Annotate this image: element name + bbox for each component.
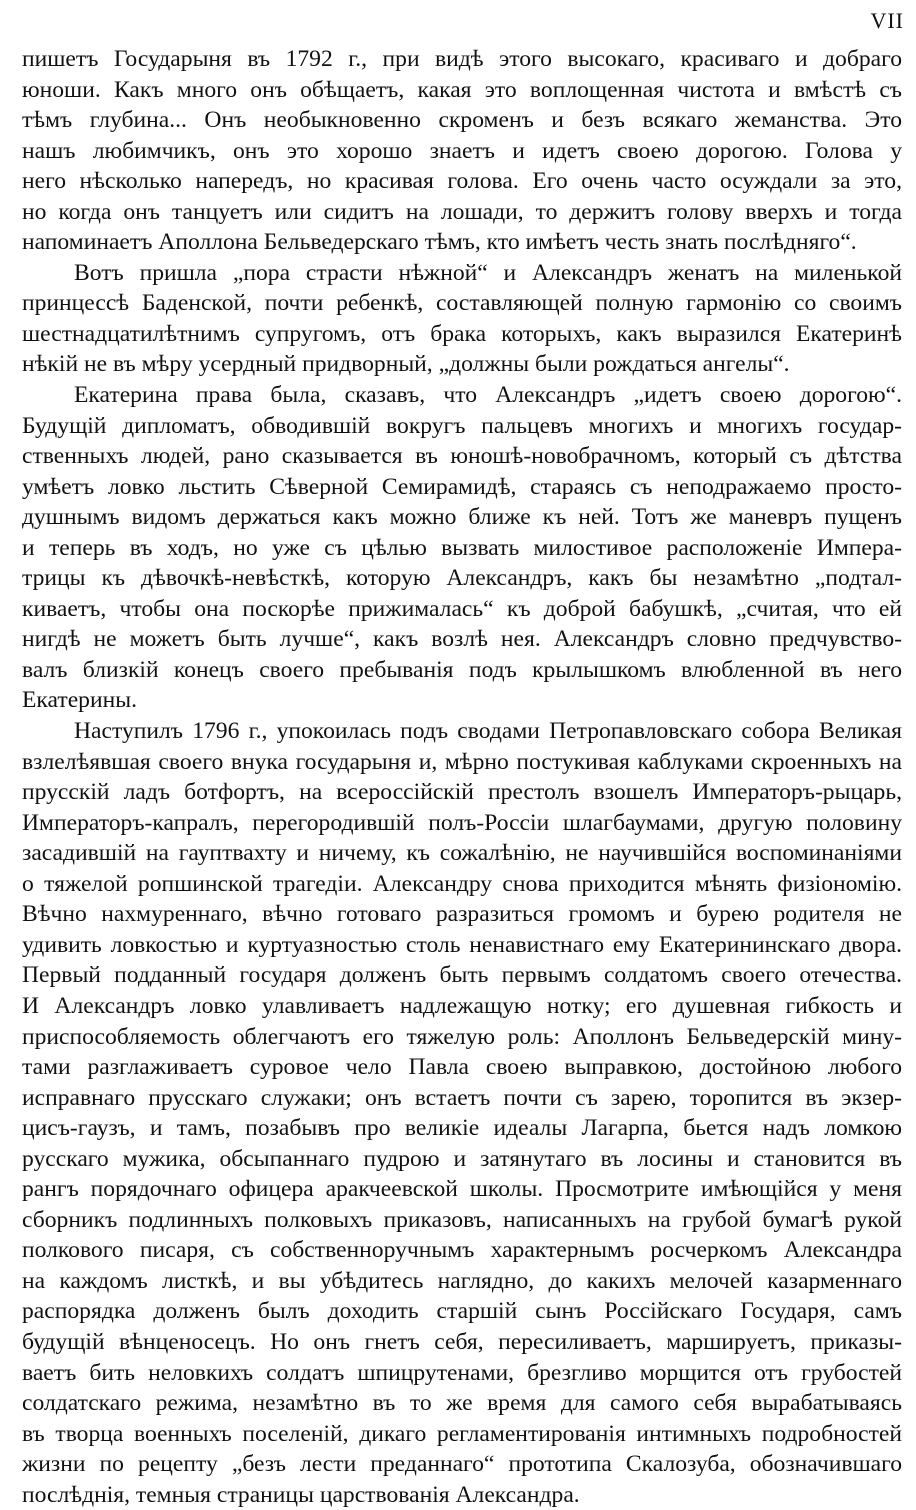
text-line: шестнадцатилѣтнимъ супругомъ, отъ брака которыхъ, какъ выразился Екатеринѣ <box>22 320 902 347</box>
text-line: но когда онъ танцуетъ или сидитъ на лошади, то держитъ голову вверхъ и тогда <box>22 198 902 225</box>
text-line: валъ близкій конецъ своего пребыванія подъ крылышкомъ влюбленной въ него <box>22 656 902 683</box>
text-line: Наступилъ 1796 г., упокоилась подъ сводами Петропавловскаго собора Великая <box>74 718 902 745</box>
text-line: Вотъ пришла „пора страсти нѣжной“ и Александръ женатъ на миленькой <box>74 259 902 286</box>
text-line: принцессѣ Баденской, почти ребенкѣ, составляющей полную гармонію со своимъ <box>22 290 902 317</box>
text-line: душнымъ видомъ держаться какъ можно ближе къ ней. Тотъ же маневръ пущенъ <box>22 504 902 531</box>
text-line: засадившій на гауптвахту и ничему, къ сожалѣнію, не научившійся воспоминаніями <box>22 840 902 867</box>
text-line: Первый подданный государя долженъ быть первымъ солдатомъ своего отечества. <box>22 962 902 989</box>
text-line: о тяжелой ропшинской трагедіи. Александру снова приходится мѣнять физіономію. <box>22 870 902 897</box>
text-line: юноши. Какъ много онъ обѣщаетъ, какая это воплощенная чистота и вмѣстѣ съ <box>22 76 902 103</box>
text-line: удивить ловкостью и куртуазностью столь ненавистнаго ему Екатерининскаго двора. <box>22 931 902 958</box>
text-body <box>22 44 902 1510</box>
text-line: нигдѣ не можетъ быть лучше“, какъ возлѣ нея. Александръ словно предчувство- <box>22 626 902 653</box>
text-line: нашъ любимчикъ, онъ это хорошо знаетъ и идетъ своею дорогою. Голова у <box>22 137 902 164</box>
text-line: Будущій дипломатъ, обводившій вокругъ пальцевъ многихъ и многихъ государ- <box>22 412 902 439</box>
text-line: послѣднія, темныя страницы царствованія Александра. <box>22 1481 580 1508</box>
text-line: взлелѣявшая своего внука государыня и, мѣрно постукивая каблуками скроенныхъ на <box>22 748 902 775</box>
text-line: русскаго мужика, обсыпаннаго пудрою и затянутаго въ лосины и становится въ <box>22 1145 902 1172</box>
text-line: ваетъ бить неловкихъ солдатъ шпицрутенами, брезгливо морщится отъ грубостей <box>22 1359 902 1386</box>
text-line: рангъ порядочнаго офицера аракчеевской школы. Просмотрите имѣющійся у меня <box>22 1176 902 1203</box>
text-line: полкового писаря, съ собственноручнымъ характернымъ росчеркомъ Александра <box>22 1237 902 1264</box>
text-line: напоминаетъ Аполлона Бельведерскаго тѣмъ, кто имѣетъ честь знать послѣдняго“. <box>22 229 857 256</box>
text-line: киваетъ, чтобы она поскорѣе прижималась“ къ доброй бабушкѣ, „считая, что ей <box>22 595 902 622</box>
text-line: Императоръ-капралъ, перегородившій полъ-Россіи шлагбаумами, другую половину <box>22 809 902 836</box>
text-line: умѣетъ ловко льстить Сѣверной Семирамидѣ, стараясь съ неподражаемо просто- <box>22 473 902 500</box>
text-line: и теперь въ ходъ, но уже съ цѣлью вызвать милостивое расположеніе Импера- <box>22 534 902 561</box>
text-line: Вѣчно нахмуреннаго, вѣчно готоваго разразиться громомъ и бурею родителя не <box>22 901 902 928</box>
text-line: прусскій ладъ ботфортъ, на всероссійскій престолъ взошелъ Императоръ-рыцарь, <box>22 779 902 806</box>
text-line: въ творца военныхъ поселеній, дикаго регламентированія интимныхъ подробностей <box>22 1420 902 1447</box>
text-line: трицы къ дѣвочкѣ-невѣсткѣ, которую Александръ, какъ бы незамѣтно „подтал- <box>22 565 902 592</box>
text-line: тами разглаживаетъ суровое чело Павла своею выправкою, достойною любого <box>22 1054 902 1081</box>
text-line: цисъ-гаузъ, и тамъ, позабывъ про великіе идеалы Лагарпа, бьется надъ ломкою <box>22 1115 902 1142</box>
text-line: пишетъ Государыня въ 1792 г., при видѣ этого высокаго, красиваго и добраго <box>22 46 902 72</box>
text-line: нѣкій не въ мѣру усердный придворный, „должны были рождаться ангелы“. <box>22 351 790 378</box>
text-line: сборникъ подлинныхъ полковыхъ приказовъ, написанныхъ на грубой бумагѣ рукой <box>22 1206 902 1233</box>
text-line: распорядка долженъ былъ доходить старшій сынъ Россійскаго Государя, самъ <box>22 1298 902 1325</box>
text-line: жизни по рецепту „безъ лести преданнаго“ прототипа Скалозуба, обозначившаго <box>22 1451 902 1478</box>
text-line: будущій вѣнценосецъ. Но онъ гнетъ себя, пересиливаетъ, маршируетъ, приказы- <box>22 1328 902 1355</box>
text-line: приспособляемость облегчаютъ его тяжелую роль: Аполлонъ Бельведерскій мину- <box>22 1023 902 1050</box>
text-line: ственныхъ людей, рано сказывается въ юношѣ-новобрачномъ, который съ дѣтства <box>22 443 902 470</box>
text-line: тѣмъ глубина... Онъ необыкновенно скроменъ и безъ всякаго жеманства. Это <box>22 107 902 134</box>
text-line: солдатскаго режима, незамѣтно въ то же время для самого себя вырабатываясь <box>22 1390 902 1417</box>
text-line: Екатерина права была, сказавъ, что Александръ „идетъ своею дорогою“. <box>74 382 902 409</box>
text-line: исправнаго прусскаго служаки; онъ встаетъ почти съ зарею, торопится въ экзер- <box>22 1084 902 1111</box>
text-line: Екатерины. <box>22 687 137 714</box>
text-line: него нѣсколько напередъ, но красивая голова. Его очень часто осуждали за это, <box>22 168 902 195</box>
text-line: И Александръ ловко улавливаетъ надлежащую нотку; его душевная гибкость и <box>22 992 902 1019</box>
text-line: на каждомъ листкѣ, и вы убѣдитесь наглядно, до какихъ мелочей казарменнаго <box>22 1267 902 1294</box>
page-number: VII <box>870 8 904 33</box>
